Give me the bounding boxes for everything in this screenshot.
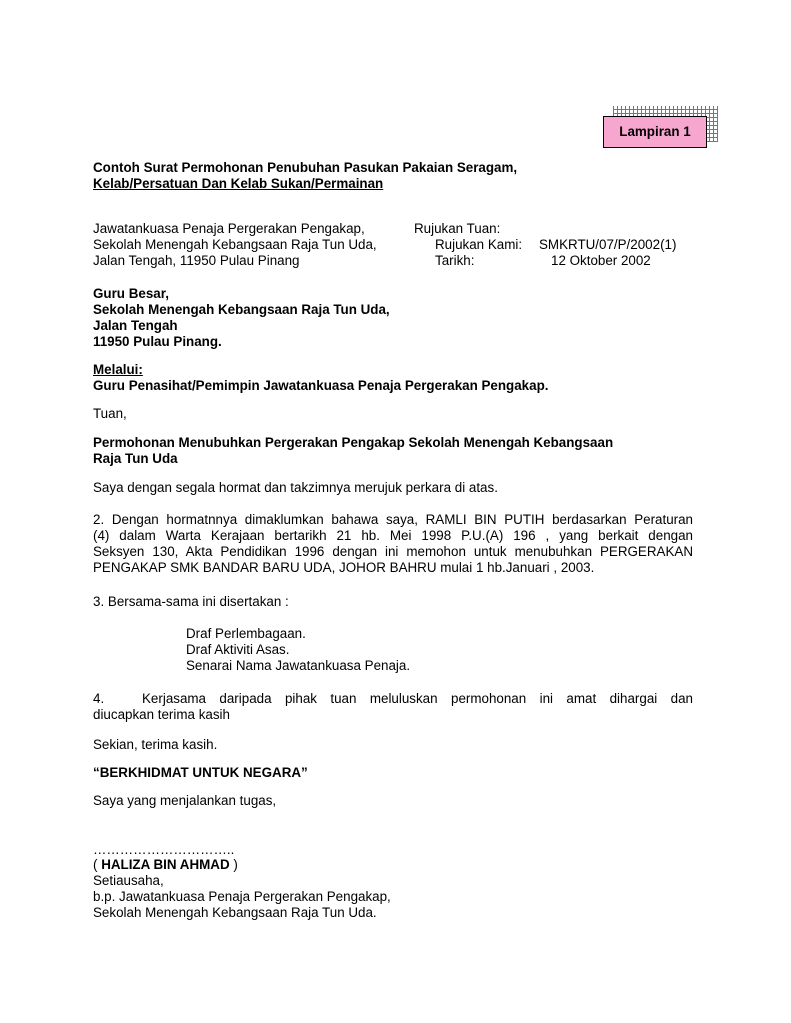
- closing-text: Sekian, terima kasih.: [93, 737, 218, 752]
- paragraph-2-line-2: (4) dalam Warta Kerajaan bertarikh 21 hb. Mei 1998 P.U.(A) 196 , yang berkait dengan: [93, 528, 693, 543]
- lampiran-label: Lampiran 1: [603, 116, 707, 148]
- paragraph-3: 3. Bersama-sama ini disertakan :: [93, 594, 289, 609]
- signature-dots: …………………………..: [93, 842, 235, 857]
- via-text: Guru Penasihat/Pemimpin Jawatankuasa Penaja Pergerakan Pengakap.: [93, 378, 549, 393]
- attachment-item: Draf Perlembagaan.: [186, 626, 306, 641]
- recipient-line-1: Guru Besar,: [93, 286, 169, 301]
- sender-line-2: Sekolah Menengah Kebangsaan Raja Tun Uda,: [93, 237, 377, 252]
- rujukan-kami-value: SMKRTU/07/P/2002(1): [539, 237, 677, 252]
- paragraph-1: Saya dengan segala hormat dan takzimnya merujuk perkara di atas.: [93, 480, 498, 495]
- recipient-line-4: 11950 Pulau Pinang.: [93, 334, 222, 349]
- paragraph-2-line-3: Seksyen 130, Akta Pendidikan 1996 dengan ini memohon untuk menubuhkan PERGERAKAN: [93, 544, 693, 559]
- heading-line-2: Kelab/Persatuan Dan Kelab Sukan/Permainan: [93, 176, 384, 191]
- signatory-name: HALIZA BIN AHMAD: [101, 857, 230, 872]
- attachment-item: Senarai Nama Jawatankuasa Penaja.: [186, 658, 411, 673]
- paragraph-2-line-4: PENGAKAP SMK BANDAR BARU UDA, JOHOR BAHRU mulai 1 hb.Januari , 2003.: [93, 560, 595, 575]
- signatory-title: Setiausaha,: [93, 873, 164, 888]
- paragraph-4-number: 4.: [93, 691, 105, 706]
- via-label: Melalui:: [93, 362, 143, 377]
- subject-line-2: Raja Tun Uda: [93, 451, 178, 466]
- sign-off: Saya yang menjalankan tugas,: [93, 793, 277, 808]
- tarikh-label: Tarikh:: [435, 253, 475, 268]
- rujukan-tuan-label: Rujukan Tuan:: [414, 221, 501, 236]
- recipient-line-2: Sekolah Menengah Kebangsaan Raja Tun Uda,: [93, 302, 390, 317]
- paragraph-2-line-1: 2. Dengan hormatnnya dimaklumkan bahawa saya, RAMLI BIN PUTIH berdasarkan Peraturan: [93, 512, 693, 527]
- paragraph-4-line-1: Kerjasama daripada pihak tuan meluluskan permohonan ini amat dihargai dan: [142, 691, 693, 706]
- sender-line-3: Jalan Tengah, 11950 Pulau Pinang: [93, 253, 300, 268]
- signature-name-line: [93, 857, 238, 873]
- paragraph-4-line-2: diucapkan terima kasih: [93, 707, 230, 722]
- rujukan-kami-label: Rujukan Kami:: [435, 237, 523, 252]
- subject-line-1: Permohonan Menubuhkan Pergerakan Pengakap Sekolah Menengah Kebangsaan: [93, 435, 614, 450]
- salutation: Tuan,: [93, 406, 127, 421]
- name-open: (: [93, 857, 102, 872]
- motto: “BERKHIDMAT UNTUK NEGARA”: [93, 765, 308, 780]
- signatory-org-2: Sekolah Menengah Kebangsaan Raja Tun Uda.: [93, 905, 377, 920]
- name-close: ): [229, 857, 238, 872]
- tarikh-value: 12 Oktober 2002: [551, 253, 651, 268]
- signatory-org-1: b.p. Jawatankuasa Penaja Pergerakan Pengakap,: [93, 889, 391, 904]
- sender-line-1: Jawatankuasa Penaja Pergerakan Pengakap,: [93, 221, 365, 236]
- attachment-item: Draf Aktiviti Asas.: [186, 642, 290, 657]
- recipient-line-3: Jalan Tengah: [93, 318, 178, 333]
- heading-line-1: Contoh Surat Permohonan Penubuhan Pasukan Pakaian Seragam,: [93, 160, 518, 175]
